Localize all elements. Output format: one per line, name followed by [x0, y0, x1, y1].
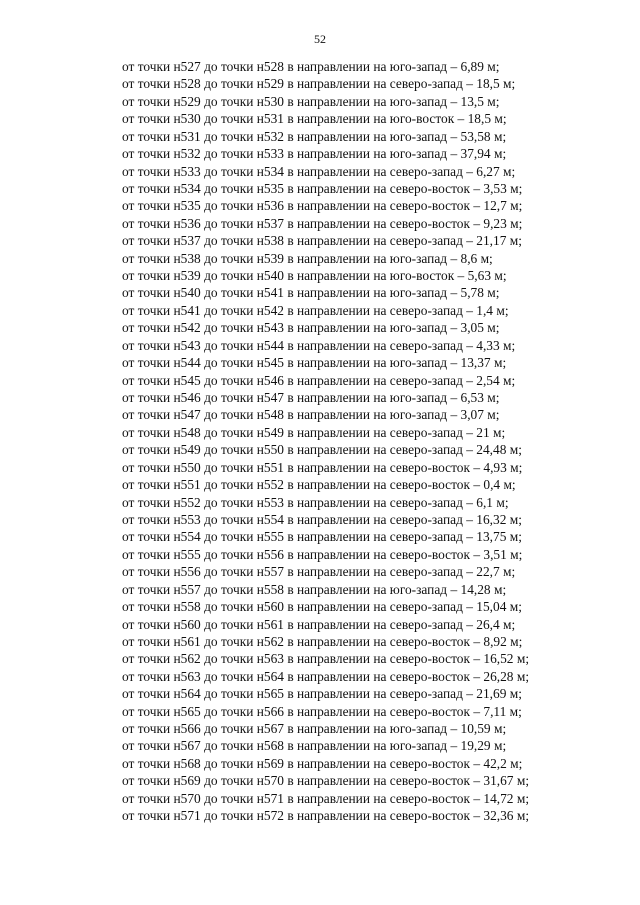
boundary-segment-line: от точки н540 до точки н541 в направлении на юго-запад – 5,78 м;: [122, 285, 500, 301]
boundary-segment-line: от точки н565 до точки н566 в направлении на северо-восток – 7,11 м;: [122, 703, 522, 719]
boundary-segment-line: от точки н554 до точки н555 в направлении на северо-запад – 13,75 м;: [122, 529, 522, 545]
boundary-segment-line: от точки н571 до точки н572 в направлении на северо-восток – 32,36 м;: [122, 808, 530, 824]
boundary-segment-line: от точки н538 до точки н539 в направлении на юго-запад – 8,6 м;: [122, 250, 493, 266]
boundary-segment-line: от точки н567 до точки н568 в направлении на юго-запад – 19,29 м;: [122, 738, 507, 754]
boundary-segment-line: от точки н556 до точки н557 в направлении на северо-запад – 22,7 м;: [122, 564, 516, 580]
boundary-segment-line: от точки н533 до точки н534 в направлении на северо-запад – 6,27 м;: [122, 163, 516, 179]
boundary-segment-line: от точки н550 до точки н551 в направлении на северо-восток – 4,93 м;: [122, 459, 523, 475]
boundary-segment-line: от точки н531 до точки н532 в направлении на юго-запад – 53,58 м;: [122, 128, 507, 144]
boundary-segment-line: от точки н528 до точки н529 в направлении на северо-запад – 18,5 м;: [122, 76, 516, 92]
boundary-segment-line: от точки н568 до точки н569 в направлении на северо-восток – 42,2 м;: [122, 755, 523, 771]
boundary-segment-line: от точки н561 до точки н562 в направлении на северо-восток – 8,92 м;: [122, 633, 523, 649]
boundary-segment-line: от точки н527 до точки н528 в направлении на юго-запад – 6,89 м;: [122, 59, 500, 74]
boundary-segment-line: от точки н563 до точки н564 в направлении на северо-восток – 26,28 м;: [122, 668, 530, 684]
boundary-segment-line: от точки н566 до точки н567 в направлении на юго-запад – 10,59 м;: [122, 721, 507, 737]
boundary-segment-line: от точки н544 до точки н545 в направлении на юго-запад – 13,37 м;: [122, 355, 507, 371]
boundary-segment-line: от точки н553 до точки н554 в направлении на северо-запад – 16,32 м;: [122, 511, 522, 527]
boundary-segment-line: от точки н569 до точки н570 в направлении на северо-восток – 31,67 м;: [122, 773, 530, 789]
boundary-segment-line: от точки н564 до точки н565 в направлении на северо-запад – 21,69 м;: [122, 686, 522, 702]
boundary-segment-line: от точки н562 до точки н563 в направлении на северо-восток – 16,52 м;: [122, 651, 530, 667]
boundary-segment-line: от точки н546 до точки н547 в направлении на юго-запад – 6,53 м;: [122, 390, 500, 406]
boundary-segment-line: от точки н530 до точки н531 в направлении на юго-восток – 18,5 м;: [122, 111, 507, 127]
boundary-segment-line: от точки н541 до точки н542 в направлении на северо-запад – 1,4 м;: [122, 302, 509, 318]
boundary-segment-line: от точки н557 до точки н558 в направлении на юго-запад – 14,28 м;: [122, 581, 507, 597]
boundary-segment-line: от точки н543 до точки н544 в направлении на северо-запад – 4,33 м;: [122, 337, 516, 353]
boundary-segment-line: от точки н549 до точки н550 в направлении на северо-запад – 24,48 м;: [122, 442, 522, 458]
boundary-segment-line: от точки н529 до точки н530 в направлении на юго-запад – 13,5 м;: [122, 93, 500, 109]
boundary-segment-line: от точки н552 до точки н553 в направлении на северо-запад – 6,1 м;: [122, 494, 509, 510]
boundary-segment-line: от точки н539 до точки н540 в направлении на юго-восток – 5,63 м;: [122, 268, 507, 284]
boundary-segment-line: от точки н542 до точки н543 в направлении на юго-запад – 3,05 м;: [122, 320, 500, 336]
boundary-segment-line: от точки н570 до точки н571 в направлении на северо-восток – 14,72 м;: [122, 790, 530, 806]
boundary-segment-line: от точки н537 до точки н538 в направлении на северо-запад – 21,17 м;: [122, 233, 522, 249]
boundary-segment-line: от точки н534 до точки н535 в направлении на северо-восток – 3,53 м;: [122, 180, 523, 196]
page-number: 52: [314, 32, 326, 46]
boundary-segment-line: от точки н545 до точки н546 в направлении на северо-запад – 2,54 м;: [122, 372, 516, 388]
boundary-segment-line: от точки н555 до точки н556 в направлении на северо-восток – 3,51 м;: [122, 546, 523, 562]
boundary-segment-line: от точки н560 до точки н561 в направлении на северо-запад – 26,4 м;: [122, 616, 516, 632]
boundary-segment-line: от точки н548 до точки н549 в направлении на северо-запад – 21 м;: [122, 424, 506, 440]
boundary-segment-line: от точки н535 до точки н536 в направлении на северо-восток – 12,7 м;: [122, 198, 523, 214]
boundary-segment-line: от точки н536 до точки н537 в направлении на северо-восток – 9,23 м;: [122, 215, 523, 231]
boundary-segment-line: от точки н547 до точки н548 в направлении на юго-запад – 3,07 м;: [122, 407, 500, 423]
boundary-description-list: [122, 58, 622, 825]
boundary-segment-line: от точки н532 до точки н533 в направлении на юго-запад – 37,94 м;: [122, 146, 507, 162]
boundary-segment-line: от точки н551 до точки н552 в направлении на северо-восток – 0,4 м;: [122, 477, 516, 493]
boundary-segment-line: от точки н558 до точки н560 в направлении на северо-запад – 15,04 м;: [122, 599, 522, 615]
